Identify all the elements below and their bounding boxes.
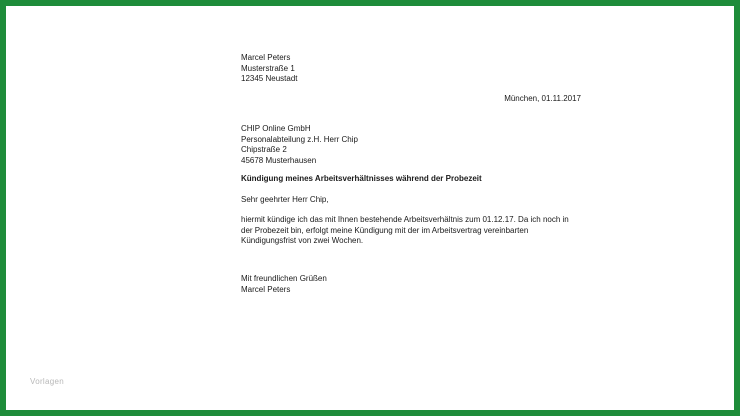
letter-closing (241, 274, 327, 295)
closing-name: Marcel Peters (241, 284, 291, 294)
body-paragraph: hiermit kündige ich das mit Ihnen bestehende Arbeitsverhältnis zum 01.12.17. Da ich noch in der Probezeit bin, erfolgt meine Kündigung mit der im Arbeitsvertrag vereinbarten Kündigungsfrist von zwei Wochen. (241, 215, 569, 245)
recipient-city: 45678 Musterhausen (241, 155, 317, 165)
sender-name: Marcel Peters (241, 53, 291, 62)
letter-salutation: Sehr geehrter Herr Chip, (241, 195, 329, 204)
closing-greeting: Mit freundlichen Grüßen (241, 274, 327, 283)
recipient-address (241, 124, 358, 166)
sender-address (241, 53, 298, 85)
recipient-department: Personalabteilung z.H. Herr Chip (241, 134, 358, 144)
sender-street: Musterstraße 1 (241, 63, 295, 73)
letter-page (6, 6, 734, 410)
letter-body (241, 215, 581, 247)
watermark-text: Vorlagen (30, 377, 64, 386)
letter-subject: Kündigung meines Arbeitsverhältnisses während der Probezeit (241, 174, 482, 183)
recipient-company: CHIP Online GmbH (241, 124, 311, 133)
recipient-street: Chipstraße 2 (241, 145, 287, 154)
letter-date: München, 01.11.2017 (504, 94, 581, 103)
sender-city: 12345 Neustadt (241, 74, 298, 83)
